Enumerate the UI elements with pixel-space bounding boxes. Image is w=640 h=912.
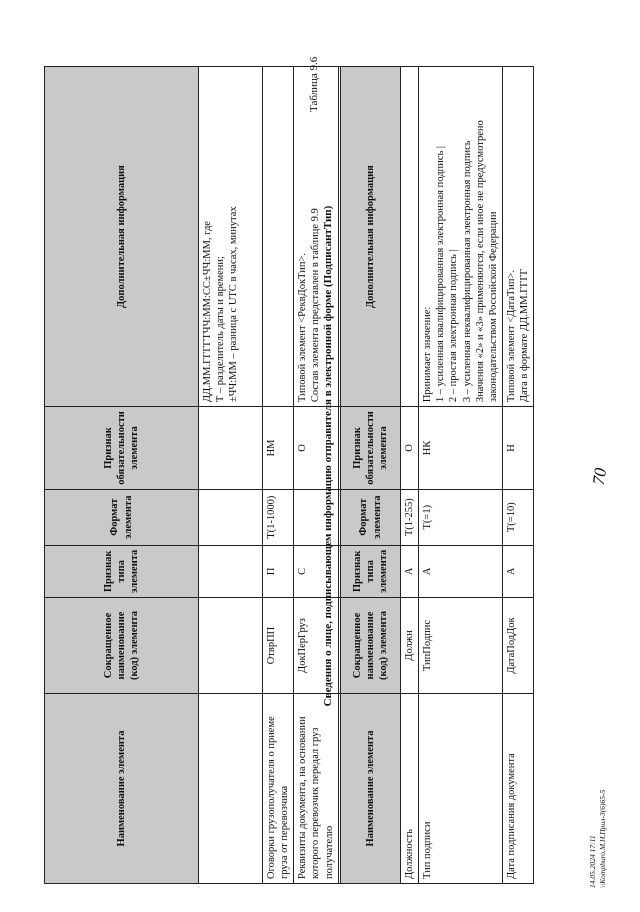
table2-header-format: Формат элемента xyxy=(341,489,401,545)
table-caption: Сведения о лице, подписывающем информацию отправителя в электронной форме (ПодписантТип) xyxy=(322,205,334,707)
cell-required: НМ xyxy=(263,407,294,490)
table1-header-name: Наименование элемента xyxy=(45,694,199,884)
cell-info: ДД.ММ.ГГГГТЧЧ:ММ:СС±ЧЧ:ММ, где Т – разделитель даты и времени; ±ЧЧ:ММ – разница с UTC в часах, минутах xyxy=(199,67,263,407)
cell-name: Дата подписания документа xyxy=(502,694,533,884)
table2-header-type: Признак типа элемента xyxy=(341,545,401,597)
table2-header-required: Признак обязательности элемента xyxy=(341,407,401,490)
footer-date: 14.05.2024 17:11 xyxy=(588,835,597,888)
cell-name: Реквизиты документа, на основании которого перевозчик передал груз получателю xyxy=(294,694,338,884)
cell-info: Типовой элемент <ДатаТип>. Дата в формате ДД.ММ.ГГГГ xyxy=(502,67,533,407)
cell-info: Принимает значение: 1 – усиленная квалифицированная электронная подпись | 2 – простая электронная подпись | 3 – усиленная неквалифицированная электронная подпись Значения «2» и «3» применяются, если иное не предусмотрено законодательством Российской Федерации xyxy=(419,67,503,407)
table2-header-row xyxy=(341,67,401,884)
table-row xyxy=(401,67,419,884)
table1-header-row xyxy=(45,67,199,884)
table1-header-type: Признак типа элемента xyxy=(45,545,199,597)
cell-format: Т(1-1000) xyxy=(263,489,294,545)
page-number: 70 xyxy=(588,466,611,487)
table-number: Таблица 9.6 xyxy=(308,56,320,112)
cell-format: Т(1-255) xyxy=(401,489,419,545)
footer-stamp xyxy=(588,790,608,888)
cell-name: Оговорки грузополучателя о приеме груза от перевозчика xyxy=(263,694,294,884)
cell-required: НК xyxy=(419,407,503,490)
cell-name: Должность xyxy=(401,694,419,884)
cell-code: ДатаПодДок xyxy=(502,598,533,694)
table1-header-required: Признак обязательности элемента xyxy=(45,407,199,490)
cell-code: ДокПерГруз xyxy=(294,598,338,694)
table-row xyxy=(502,67,533,884)
table2-header-name: Наименование элемента xyxy=(341,694,401,884)
table1-header-info: Дополнительная информация xyxy=(45,67,199,407)
table-row xyxy=(263,67,294,884)
cell-code: ОтврПП xyxy=(263,598,294,694)
cell-type: С xyxy=(294,545,338,597)
table1-header-code: Сокращенное наименование (код) элемента xyxy=(45,598,199,694)
table-row xyxy=(199,67,263,884)
cell-code: ТипПодпис xyxy=(419,598,503,694)
cell-required: О xyxy=(401,407,419,490)
cell-required: О xyxy=(294,407,338,490)
cell-info xyxy=(263,67,294,407)
cell-name: Тип подписи xyxy=(419,694,503,884)
table1-header-format: Формат элемента xyxy=(45,489,199,545)
table2-header-info: Дополнительная информация xyxy=(341,67,401,407)
table-continuation xyxy=(44,66,370,884)
cell-info: Типовой элемент <РеквДокТип>. Состав элемента представлен в таблице 9.9 xyxy=(294,67,338,407)
cell-type: А xyxy=(401,545,419,597)
cell-type: А xyxy=(419,545,503,597)
table2-header-code: Сокращенное наименование (код) элемента xyxy=(341,598,401,694)
table-row xyxy=(419,67,503,884)
cell-format: Т(=10) xyxy=(502,489,533,545)
table-signer xyxy=(340,66,534,884)
cell-type: А xyxy=(502,545,533,597)
cell-required: Н xyxy=(502,407,533,490)
cell-type: П xyxy=(263,545,294,597)
cell-format: Т(=1) xyxy=(419,489,503,545)
cell-info xyxy=(401,67,419,407)
footer-path: \\Kompburo.M.H.Прил-3(6)65-5 xyxy=(597,789,607,888)
cell-code: Должн xyxy=(401,598,419,694)
